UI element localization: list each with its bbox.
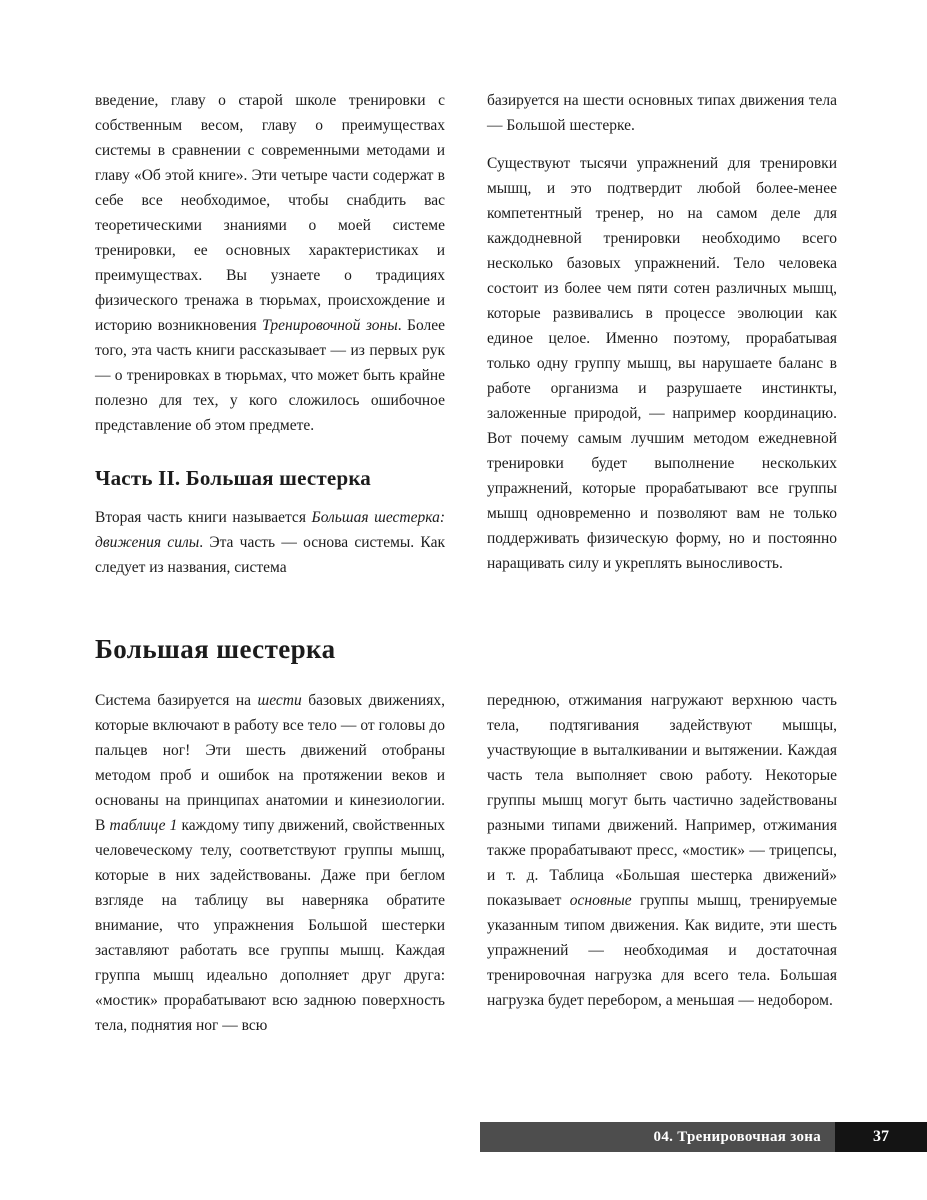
- top-section: [95, 88, 837, 580]
- paragraph: базируется на шести основных типах движения тела — Большой шестерке.: [487, 92, 837, 134]
- page-footer: [0, 1122, 927, 1152]
- part-heading: Часть II. Большая шестерка: [95, 466, 372, 490]
- top-right-column: [487, 88, 837, 580]
- bottom-left-column: [95, 688, 445, 1038]
- paragraph: введение, главу о старой школе тренировки с собственным весом, главу о преимуществах системы в сравнении с современными методами и главу «Об этой книге». Эти четыре части содержат в себе все необходимое, чтобы снабдить вас теоретическими знаниями о моей системе тренировки, ее основных характеристиках и преимуществах. Вы узнаете о традициях физического тренажа в тюрьмах, происхождение и историю возникновения Тренировочной зоны. Более того, эта часть книги рассказывает — из первых рук — о тренировках в тюрьмах, что может быть крайне полезно для тех, у кого сложилось ошибочное представление об этом предмете.: [95, 92, 445, 434]
- paragraph: Система базируется на шести базовых движениях, которые включают в работу все тело — от головы до пальцев ног! Эти шесть движений отобраны методом проб и ошибок на протяжении веков и основаны на принципах анатомии и кинезиологии. В таблице 1 каждому типу движений, свойственных человеческому телу, соответствуют группы мышц, которые в них задействованы. Даже при беглом взгляде на таблицу вы наверняка обратите внимание, что упражнения Большой шестерки заставляют работать все группы мышц. Каждая группа мышц идеально дополняет друг друга: «мостик» прорабатывают всю заднюю поверхность тела, поднятия ног — всю: [95, 692, 445, 1034]
- footer-chapter-label: 04. Тренировочная зона: [653, 1128, 821, 1145]
- bottom-section: [95, 688, 837, 1038]
- bottom-right-column: [487, 688, 837, 1038]
- paragraph: переднюю, отжимания нагружают верхнюю часть тела, подтягивания задействуют мышцы, участвующие в выталкивании и вытяжении. Каждая часть тела выполняет свою работу. Некоторые группы мышц могут быть частично задействованы разными типами движений. Например, отжимания также прорабатывают пресс, «мостик» — трицепсы, и т. д. Таблица «Большая шестерка движений» показывает основные группы мышц, тренируемые указанным типом движения. Как видите, эти шесть упражнений — необходимая и достаточная тренировочная нагрузка для всего тела. Большая нагрузка будет перебором, а меньшая — недобором.: [487, 692, 837, 1009]
- footer-chapter-bar: [480, 1122, 835, 1152]
- top-left-column: [95, 88, 445, 580]
- section-heading: Большая шестерка: [95, 634, 336, 664]
- footer-page-number: 37: [835, 1122, 927, 1152]
- paragraph: Существуют тысячи упражнений для тренировки мышц, и это подтвердит любой более-менее компетентный тренер, но на самом деле для каждодневной тренировки необходимо всего несколько базовых упражнений. Тело человека состоит из более чем пяти сотен различных мышц, которые развивались в процессе эволюции как единое целое. Именно поэтому, прорабатывая только одну группу мышц, вы нарушаете баланс в работе организма и разрушаете инстинкты, заложенные природой, — например координацию. Вот почему самым лучшим методом ежедневной тренировки будет выполнение нескольких упражнений, которые прорабатывают все группы мышц одновременно и позволяют вам не только поддерживать физическую форму, но и постоянно наращивать силу и укреплять выносливость.: [487, 155, 837, 572]
- paragraph: Вторая часть книги называется Большая шестерка: движения силы. Эта часть — основа системы. Как следует из названия, система: [95, 509, 445, 576]
